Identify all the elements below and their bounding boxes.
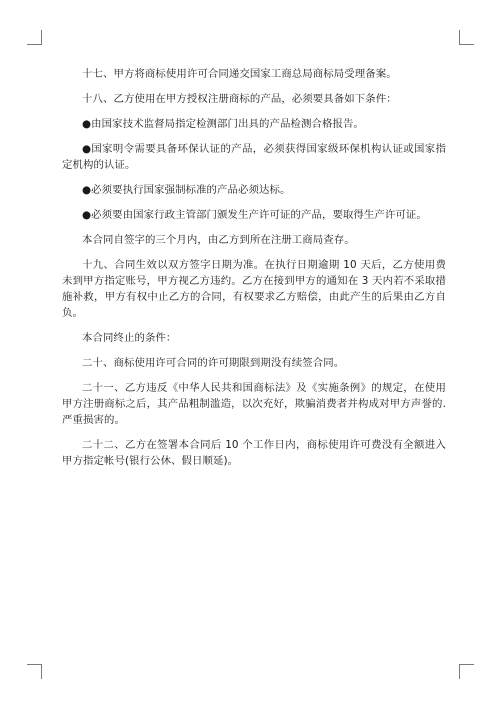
paragraph-17: 十七、甲方将商标使用许可合同递交国家工商总局商标局受理备案。 xyxy=(82,68,397,80)
paragraph-22: 二十二、乙方在签署本合同后 10 个工作日内，商标使用许可费没有全额进入甲方指定帐号(银行公休、假日顺延)。 xyxy=(62,439,446,467)
bullet-item-inspection-report: ●由国家技术监督局指定检测部门出具的产品检测合格报告。 xyxy=(82,118,364,130)
bullet-item-environmental-certification: ●国家明令需要具备环保认证的产品，必须获得国家级环保机构认证或国家指定机构的认证。 xyxy=(62,143,446,171)
paragraph-filing-deadline: 本合同自签字的三个月内，由乙方到所在注册工商局查存。 xyxy=(82,234,355,246)
document-body xyxy=(62,66,446,478)
crop-mark-top-left xyxy=(27,30,42,45)
paragraph-termination-heading: 本合同终止的条件： xyxy=(82,332,177,344)
crop-mark-top-right xyxy=(459,30,474,45)
paragraph-18: 十八、乙方使用在甲方授权注册商标的产品，必须要具备如下条件： xyxy=(82,93,397,105)
paragraph-19: 十九、合同生效以双方签字日期为准。在执行日期逾期 10 天后，乙方使用费未到甲方指定账号，甲方视乙方违约。乙方在接到甲方的通知在 3 天内若不采取措施补救，甲方有权中止乙方的合同，有权要求乙方赔偿，由此产生的后果由乙方自负。 xyxy=(62,259,446,319)
crop-mark-bottom-left xyxy=(27,664,42,679)
bullet-item-production-license: ●必须要由国家行政主管部门颁发生产许可证的产品，要取得生产许可证。 xyxy=(82,209,427,221)
crop-mark-bottom-right xyxy=(459,664,474,679)
paragraph-20: 二十、商标使用许可合同的许可期限到期没有续签合同。 xyxy=(82,357,345,369)
paragraph-21: 二十一、乙方违反《中华人民共和国商标法》及《实施条例》的规定，在使用甲方注册商标之后，其产品粗制滥造，以次充好，欺骗消费者并构成对甲方声誉的.严重损害的。 xyxy=(62,382,446,426)
bullet-item-mandatory-standard: ●必须要执行国家强制标准的产品必须达标。 xyxy=(82,184,291,196)
